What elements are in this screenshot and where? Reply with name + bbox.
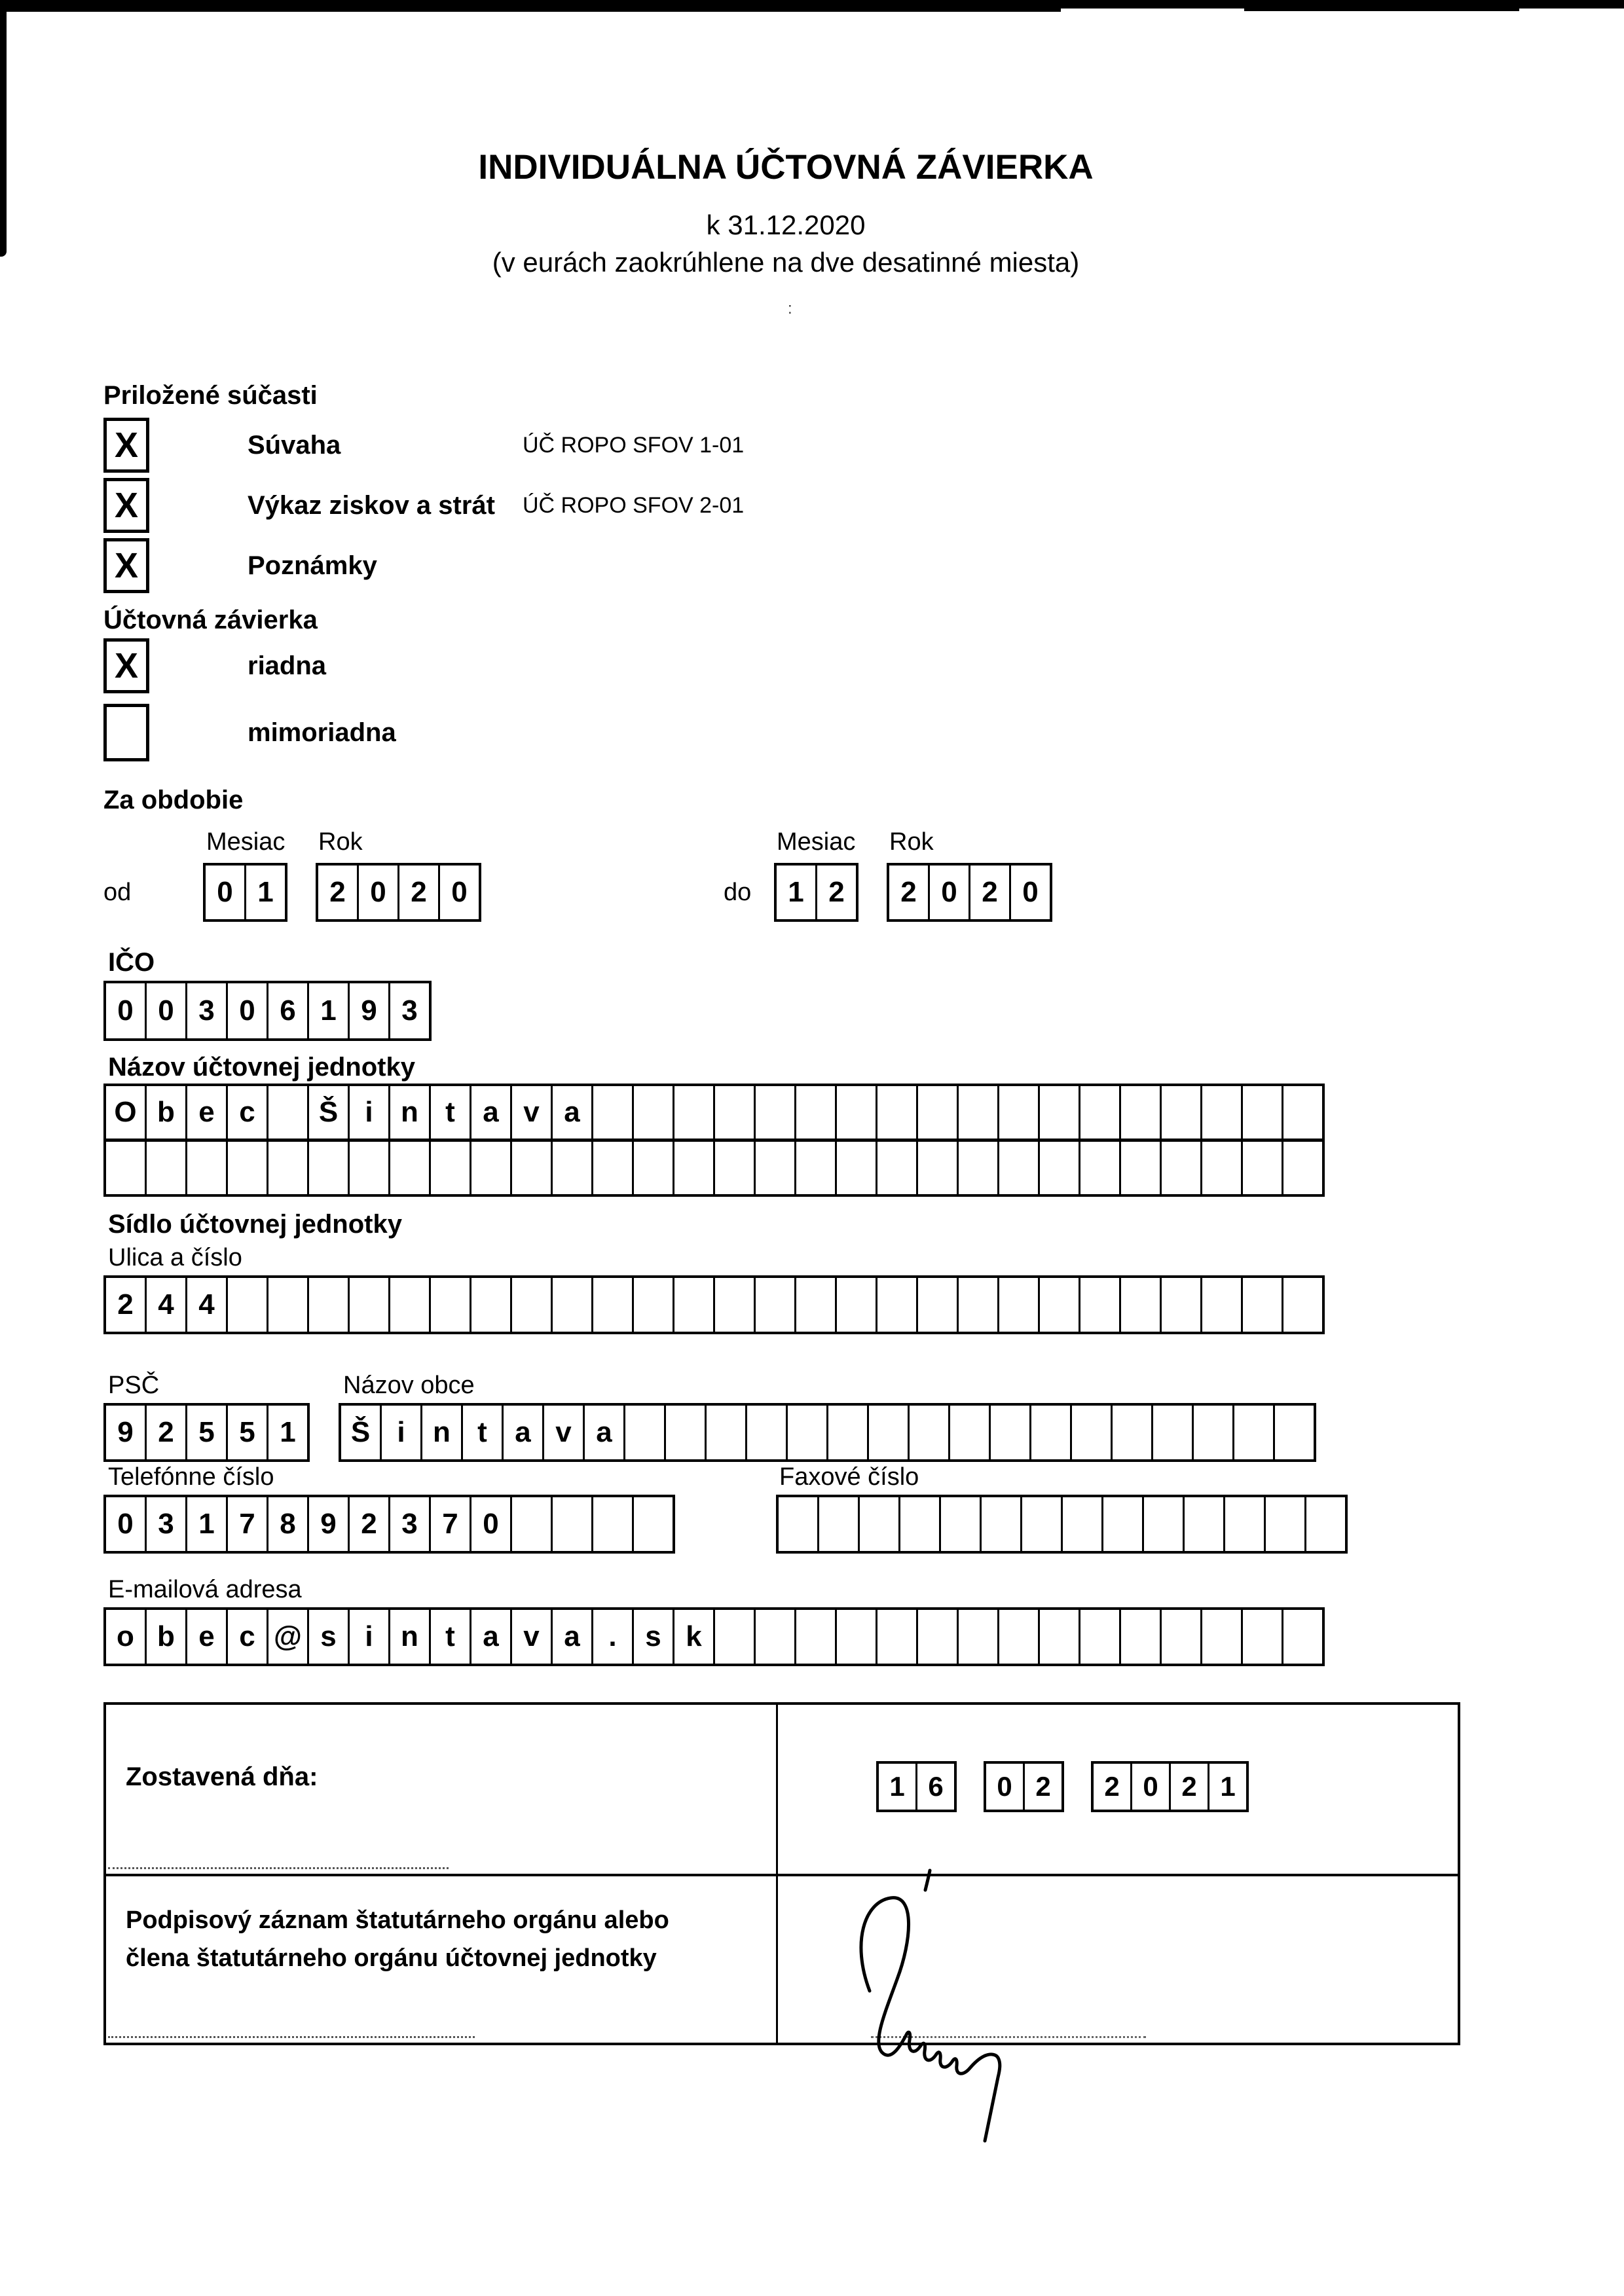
char-cell [1103, 1497, 1142, 1551]
phone-label: Telefónne číslo [108, 1463, 274, 1491]
char-cell: b [147, 1086, 185, 1139]
char-cell: 7 [228, 1497, 267, 1551]
char-cell [593, 1278, 632, 1332]
char-cell: 6 [268, 983, 307, 1038]
attachment-row-suvaha [103, 418, 744, 473]
char-cell [268, 1086, 307, 1139]
char-cell [634, 1278, 673, 1332]
char-cell [625, 1406, 664, 1459]
char-cell: 0 [106, 983, 145, 1038]
ico-grid [103, 981, 432, 1041]
char-cell: 1 [777, 866, 815, 919]
table-horizontal-divider [106, 1874, 1458, 1876]
fax-grid [776, 1495, 1348, 1554]
char-cell: n [390, 1086, 429, 1139]
char-cell [877, 1610, 916, 1664]
char-cell [309, 1278, 348, 1332]
char-cell: n [390, 1610, 429, 1664]
char-cell [991, 1406, 1029, 1459]
char-cell [1243, 1086, 1282, 1139]
closure-row-mimoriadna [103, 704, 396, 761]
as-of-date: k 31.12.2020 [706, 210, 866, 240]
char-cell [512, 1278, 551, 1332]
char-cell: b [147, 1610, 185, 1664]
signature-table [103, 1702, 1460, 2045]
char-cell [1022, 1497, 1061, 1551]
char-cell [666, 1406, 705, 1459]
char-cell: s [309, 1610, 348, 1664]
char-cell: o [106, 1610, 145, 1664]
char-cell [1306, 1497, 1345, 1551]
char-cell [837, 1142, 876, 1194]
char-cell [1162, 1142, 1200, 1194]
char-cell: 9 [106, 1406, 145, 1459]
char-cell [1040, 1142, 1079, 1194]
char-cell: 2 [1025, 1764, 1061, 1810]
char-cell: a [471, 1610, 510, 1664]
char-cell: 0 [359, 866, 397, 919]
char-cell: t [431, 1610, 470, 1664]
char-cell [1283, 1142, 1322, 1194]
char-cell: a [471, 1086, 510, 1139]
char-cell [147, 1142, 185, 1194]
char-cell [1162, 1278, 1200, 1332]
char-cell: v [544, 1406, 583, 1459]
char-cell [1194, 1406, 1232, 1459]
char-cell: 2 [889, 866, 928, 919]
suvaha-checkbox [103, 418, 149, 473]
char-cell [1040, 1610, 1079, 1664]
entity-name-row1 [106, 1086, 1322, 1139]
street-label: Ulica a číslo [108, 1244, 242, 1271]
signature-label [126, 1901, 669, 1977]
char-cell: k [674, 1610, 713, 1664]
street-grid [103, 1275, 1325, 1334]
char-cell [1162, 1086, 1200, 1139]
char-cell [1243, 1142, 1282, 1194]
char-cell [999, 1278, 1038, 1332]
char-cell [268, 1278, 307, 1332]
char-cell [715, 1610, 754, 1664]
char-cell [837, 1278, 876, 1332]
char-cell [715, 1086, 754, 1139]
signature-label-line1: Podpisový záznam štatutárneho orgánu alebo [126, 1906, 669, 1934]
char-cell: 0 [228, 983, 267, 1038]
from-label: od [103, 879, 132, 906]
char-cell [796, 1278, 835, 1332]
char-cell [674, 1142, 713, 1194]
compiled-date-label: Zostavená dňa: [126, 1762, 318, 1791]
char-cell [715, 1278, 754, 1332]
char-cell: 2 [318, 866, 357, 919]
month-label-from: Mesiac [206, 828, 286, 856]
char-cell [1162, 1610, 1200, 1664]
from-year-grid [316, 863, 481, 922]
char-cell: Š [309, 1086, 348, 1139]
char-cell: e [187, 1086, 226, 1139]
char-cell [471, 1142, 510, 1194]
char-cell [1080, 1086, 1119, 1139]
char-cell: i [350, 1086, 388, 1139]
attachment-label: Poznámky [248, 551, 377, 580]
char-cell [309, 1142, 348, 1194]
char-cell: v [512, 1086, 551, 1139]
char-cell [350, 1278, 388, 1332]
closure-label: mimoriadna [248, 718, 396, 747]
char-cell: 0 [440, 866, 479, 919]
rounding-note: (v eurách zaokrúhlene na dve desatinné miesta) [492, 247, 1080, 278]
char-cell [788, 1406, 826, 1459]
compiled-month-grid [984, 1761, 1064, 1812]
char-cell [1283, 1610, 1322, 1664]
entity-name-row2 [106, 1142, 1322, 1194]
char-cell [918, 1610, 957, 1664]
scan-speck-artifact: : [788, 300, 792, 318]
char-cell [796, 1142, 835, 1194]
char-cell: 5 [228, 1406, 267, 1459]
char-cell: 2 [350, 1497, 388, 1551]
checkbox-mark: X [114, 486, 139, 525]
char-cell [828, 1406, 867, 1459]
char-cell [918, 1086, 957, 1139]
char-cell [268, 1142, 307, 1194]
attachment-row-vykaz [103, 478, 744, 533]
char-cell [553, 1278, 591, 1332]
char-cell: e [187, 1610, 226, 1664]
closure-row-riadna [103, 638, 326, 693]
char-cell: 1 [1209, 1764, 1246, 1810]
char-cell: 4 [147, 1278, 185, 1332]
char-cell: s [634, 1610, 673, 1664]
attached-components-heading: Priložené súčasti [103, 381, 318, 410]
char-cell: 3 [147, 1497, 185, 1551]
char-cell [999, 1086, 1038, 1139]
char-cell [1040, 1278, 1079, 1332]
char-cell [390, 1278, 429, 1332]
char-cell [634, 1086, 673, 1139]
char-cell [1266, 1497, 1304, 1551]
closure-label: riadna [248, 651, 327, 680]
char-cell [959, 1278, 997, 1332]
char-cell: i [350, 1610, 388, 1664]
char-cell: 2 [970, 866, 1009, 919]
char-cell: 5 [187, 1406, 226, 1459]
char-cell: 9 [350, 983, 388, 1038]
compiled-year-grid [1091, 1761, 1249, 1812]
char-cell [1243, 1278, 1282, 1332]
handwritten-signature [832, 1863, 1067, 2144]
char-cell: 0 [206, 866, 244, 919]
char-cell [869, 1406, 908, 1459]
char-cell: 0 [1132, 1764, 1169, 1810]
email-label: E-mailová adresa [108, 1576, 302, 1603]
char-cell: 7 [431, 1497, 470, 1551]
char-cell [1234, 1406, 1273, 1459]
char-cell [756, 1610, 794, 1664]
checkbox-mark: X [114, 546, 139, 585]
char-cell [634, 1142, 673, 1194]
char-cell [1121, 1142, 1160, 1194]
char-cell [959, 1610, 997, 1664]
vykaz-checkbox [103, 478, 149, 533]
char-cell: a [553, 1610, 591, 1664]
char-cell [715, 1142, 754, 1194]
char-cell [1121, 1086, 1160, 1139]
char-cell [1185, 1497, 1223, 1551]
year-label-to: Rok [889, 828, 934, 856]
char-cell: n [422, 1406, 461, 1459]
checkbox-mark: X [114, 646, 139, 685]
char-cell: Š [341, 1406, 380, 1459]
char-cell [877, 1086, 916, 1139]
attachment-code: ÚČ ROPO SFOV 2-01 [523, 492, 745, 518]
char-cell [999, 1142, 1038, 1194]
char-cell [1121, 1610, 1160, 1664]
char-cell: 3 [187, 983, 226, 1038]
char-cell [553, 1142, 591, 1194]
char-cell: 1 [246, 866, 285, 919]
char-cell: a [504, 1406, 542, 1459]
char-cell: 0 [986, 1764, 1023, 1810]
char-cell [707, 1406, 745, 1459]
char-cell [900, 1497, 939, 1551]
ico-label: IČO [108, 948, 155, 977]
char-cell [228, 1278, 267, 1332]
char-cell [982, 1497, 1020, 1551]
char-cell [941, 1497, 980, 1551]
year-label-from: Rok [318, 828, 363, 856]
char-cell [593, 1497, 632, 1551]
char-cell [1072, 1406, 1111, 1459]
char-cell: v [512, 1610, 551, 1664]
char-cell [756, 1086, 794, 1139]
char-cell [1202, 1278, 1241, 1332]
char-cell: c [228, 1610, 267, 1664]
riadna-checkbox [103, 638, 149, 693]
char-cell: 2 [106, 1278, 145, 1332]
address-heading: Sídlo účtovnej jednotky [108, 1210, 402, 1239]
char-cell [187, 1142, 226, 1194]
char-cell: i [382, 1406, 420, 1459]
char-cell: 0 [147, 983, 185, 1038]
char-cell [390, 1142, 429, 1194]
psc-label: PSČ [108, 1372, 160, 1399]
to-year-grid [887, 863, 1052, 922]
psc-grid [103, 1403, 310, 1462]
char-cell [860, 1497, 898, 1551]
from-month-grid [203, 863, 287, 922]
char-cell [1202, 1086, 1241, 1139]
char-cell: 0 [930, 866, 969, 919]
char-cell [1202, 1142, 1241, 1194]
char-cell [634, 1497, 673, 1551]
char-cell [1202, 1610, 1241, 1664]
char-cell: 9 [309, 1497, 348, 1551]
attachment-code: ÚČ ROPO SFOV 1-01 [523, 432, 745, 458]
char-cell [918, 1278, 957, 1332]
char-cell [779, 1497, 817, 1551]
scan-edge-artifact [0, 0, 1624, 9]
char-cell [471, 1278, 510, 1332]
char-cell [674, 1278, 713, 1332]
closure-heading: Účtovná závierka [103, 606, 318, 634]
char-cell: 1 [187, 1497, 226, 1551]
char-cell [1121, 1278, 1160, 1332]
char-cell [1080, 1278, 1119, 1332]
attachment-label: Súvaha [248, 430, 341, 460]
char-cell [1080, 1610, 1119, 1664]
char-cell [796, 1610, 835, 1664]
char-cell: 2 [147, 1406, 185, 1459]
char-cell [228, 1142, 267, 1194]
char-cell [747, 1406, 786, 1459]
char-cell [1040, 1086, 1079, 1139]
char-cell [1225, 1497, 1264, 1551]
char-cell [1031, 1406, 1070, 1459]
char-cell: 1 [879, 1764, 915, 1810]
char-cell: t [463, 1406, 502, 1459]
char-cell: 2 [1094, 1764, 1130, 1810]
char-cell: 2 [399, 866, 438, 919]
char-cell: 0 [471, 1497, 510, 1551]
to-label: do [724, 879, 752, 906]
char-cell: . [593, 1610, 632, 1664]
entity-name-grid [103, 1084, 1325, 1197]
town-label: Názov obce [343, 1372, 475, 1399]
char-cell [106, 1142, 145, 1194]
phone-grid [103, 1495, 675, 1554]
compiled-day-grid [876, 1761, 957, 1812]
email-grid [103, 1607, 1325, 1666]
attachment-label: Výkaz ziskov a strát [248, 490, 495, 520]
char-cell: 8 [268, 1497, 307, 1551]
char-cell [837, 1086, 876, 1139]
char-cell: a [585, 1406, 623, 1459]
char-cell [819, 1497, 858, 1551]
char-cell [350, 1142, 388, 1194]
poznamky-checkbox [103, 538, 149, 593]
char-cell [431, 1278, 470, 1332]
period-heading: Za obdobie [103, 786, 244, 814]
char-cell [593, 1086, 632, 1139]
char-cell [674, 1086, 713, 1139]
char-cell: t [431, 1086, 470, 1139]
scan-edge-artifact [0, 9, 1061, 12]
char-cell [1080, 1142, 1119, 1194]
char-cell [1243, 1610, 1282, 1664]
char-cell [1144, 1497, 1183, 1551]
char-cell [553, 1497, 591, 1551]
char-cell [756, 1278, 794, 1332]
char-cell [959, 1086, 997, 1139]
document-title: INDIVIDUÁLNA ÚČTOVNÁ ZÁVIERKA [478, 148, 1094, 187]
char-cell [1063, 1497, 1101, 1551]
char-cell: a [553, 1086, 591, 1139]
char-cell: 6 [917, 1764, 954, 1810]
char-cell: 2 [817, 866, 856, 919]
char-cell [1113, 1406, 1151, 1459]
entity-name-label: Názov účtovnej jednotky [108, 1053, 415, 1082]
char-cell: 3 [390, 983, 429, 1038]
char-cell [877, 1142, 916, 1194]
char-cell [999, 1610, 1038, 1664]
char-cell [512, 1497, 551, 1551]
char-cell [431, 1142, 470, 1194]
char-cell: 0 [1011, 866, 1050, 919]
town-grid [339, 1403, 1316, 1462]
char-cell [877, 1278, 916, 1332]
char-cell [959, 1142, 997, 1194]
signature-label-line2: člena štatutárneho orgánu účtovnej jednotky [126, 1944, 657, 1972]
char-cell: 0 [106, 1497, 145, 1551]
char-cell: c [228, 1086, 267, 1139]
fax-label: Faxové číslo [779, 1463, 919, 1491]
char-cell: O [106, 1086, 145, 1139]
mimoriadna-checkbox [103, 704, 149, 761]
month-label-to: Mesiac [777, 828, 856, 856]
char-cell [918, 1142, 957, 1194]
char-cell [1283, 1278, 1322, 1332]
char-cell [512, 1142, 551, 1194]
char-cell: @ [268, 1610, 307, 1664]
attachment-row-poznamky [103, 538, 377, 593]
char-cell: 3 [390, 1497, 429, 1551]
to-month-grid [774, 863, 858, 922]
char-cell [837, 1610, 876, 1664]
char-cell [756, 1142, 794, 1194]
char-cell [796, 1086, 835, 1139]
char-cell [1275, 1406, 1314, 1459]
char-cell: 1 [268, 1406, 307, 1459]
scan-edge-artifact [1244, 9, 1519, 11]
char-cell: 4 [187, 1278, 226, 1332]
char-cell: 2 [1171, 1764, 1208, 1810]
char-cell [1153, 1406, 1192, 1459]
char-cell [950, 1406, 989, 1459]
char-cell [910, 1406, 948, 1459]
checkbox-mark: X [114, 426, 139, 465]
char-cell [1283, 1086, 1322, 1139]
char-cell: 1 [309, 983, 348, 1038]
char-cell [593, 1142, 632, 1194]
